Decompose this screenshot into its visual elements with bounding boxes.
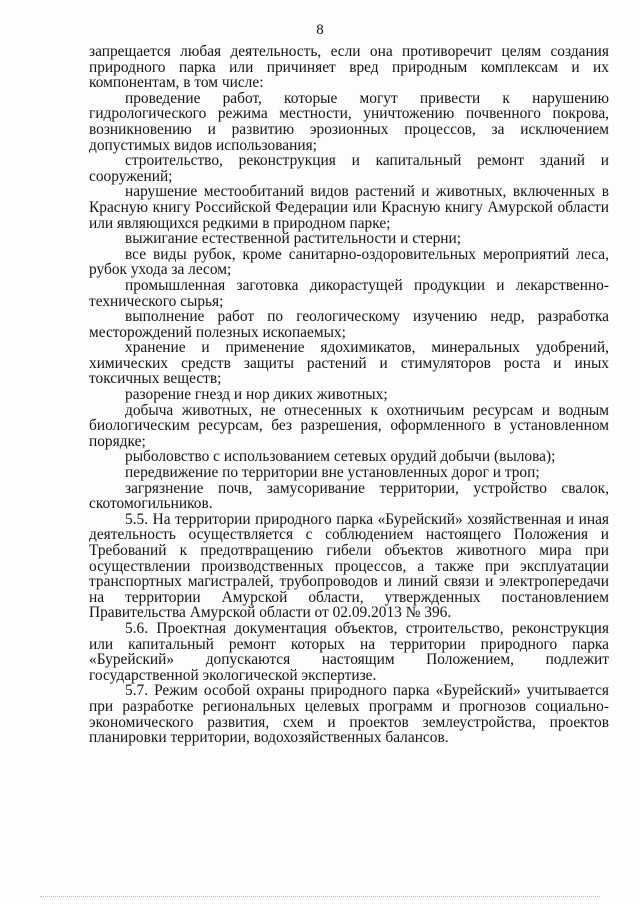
paragraph: рыболовство с использованием сетевых орудий добычи (вылова);	[125, 448, 556, 466]
paragraph: запрещается любая деятельность, если она противоречит целям создания природного парка или причиняет вред природным комплексам и их компонентам, в том числе:	[89, 43, 609, 92]
paragraph: все виды рубок, кроме санитарно-оздоровительных мероприятий леса, рубок ухода за лесом;	[89, 245, 609, 279]
paragraph: выполнение работ по геологическому изучению недр, разработка месторождений полезных ископаемых;	[89, 308, 609, 341]
paragraph: разорение гнезд и нор диких животных;	[125, 386, 388, 404]
paragraph: добыча животных, не отнесенных к охотничьим ресурсам и водным биологическим ресурсам, без разрешения, оформленного в установленном порядке;	[89, 401, 609, 450]
paragraph: проведение работ, которые могут привести к нарушению гидрологического режима местности, уничтожению почвенного покрова, возникновению и развитию эрозионных процессов, за исключением допустимых видов использования;	[89, 89, 609, 154]
paragraph: 5.6. Проектная документация объектов, строительство, реконструкция или капитальный ремонт которых на территории природного парка «Бурейский» допускаются настоящим Положением, подлежит государственной экологической экспертизе.	[89, 619, 609, 684]
paragraph: 5.7. Режим особой охраны природного парка «Бурейский» учитывается при разработке региональных целевых программ и прогнозов социально-экономического развития, схем и проектов землеустройства, проектов планировки территории, водохозяйственных балансов.	[89, 682, 609, 747]
paragraph: выжигание естественной растительности и стерни;	[125, 230, 462, 248]
paragraph: загрязнение почв, замусоривание территории, устройство свалок, скотомогильников.	[89, 479, 609, 513]
paragraph: передвижение по территории вне установленных дорог и троп;	[125, 464, 540, 482]
scan-edge-artifact	[40, 896, 600, 899]
paragraph: нарушение местообитаний видов растений и животных, включенных в Красную книгу Российской Федерации или Красную книгу Амурской области или являющихся редкими в природном парке;	[89, 183, 609, 232]
paragraph: строительство, реконструкция и капитальный ремонт зданий и сооружений;	[89, 152, 609, 185]
document-body	[89, 44, 609, 746]
paragraph: промышленная заготовка дикорастущей продукции и лекарственно-технического сырья;	[89, 276, 609, 310]
page-number: 8	[316, 22, 324, 38]
paragraph: 5.5. На территории природного парка «Бурейский» хозяйственная и иная деятельность осуществляется с соблюдением настоящего Положения и Требований к предотвращению гибели объектов животного мира при осуществлении производственных процессов, а также при эксплуатации транспортных магистралей, трубопроводов и линий связи и электропередачи на территории Амурской области, утвержденных постановлением Правительства Амурской области от 02.09.2013 № 396.	[89, 510, 609, 622]
paragraph: хранение и применение ядохимикатов, минеральных удобрений, химических средств защиты растений и стимуляторов роста и иных токсичных веществ;	[89, 339, 609, 388]
